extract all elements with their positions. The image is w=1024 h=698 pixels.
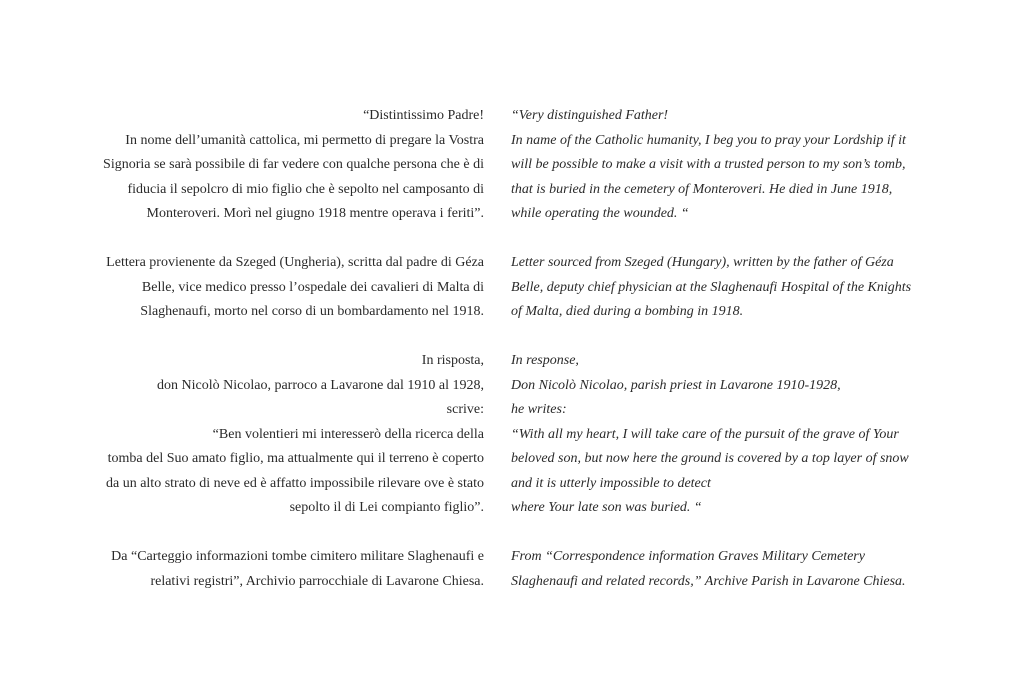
text-line: In nome dell’umanità cattolica, mi permetto di pregare la Vostra — [125, 132, 484, 148]
text-line: “With all my heart, I will take care of the pursuit of the grave of Your — [511, 426, 899, 442]
text-line: Don Nicolò Nicolao, parish priest in Lavarone 1910-1928, — [511, 377, 841, 393]
paragraph-gap — [511, 521, 951, 546]
text-line: Monteroveri. Morì nel giugno 1918 mentre operava i feriti”. — [146, 206, 484, 221]
text-line: beloved son, but now here the ground is covered by a top layer of snow — [511, 451, 909, 466]
text-line: da un alto strato di neve ed è affatto impossibile rilevare ove è stato — [105, 475, 484, 491]
italian-response — [64, 349, 484, 521]
text-line: Lettera provienente da Szeged (Ungheria), scritta dal padre di Géza — [106, 255, 484, 270]
text-line: where Your late son was buried. “ — [511, 500, 702, 515]
text-line: Belle, vice medico presso l’ospedale dei cavalieri di Malta di — [141, 279, 484, 295]
italian-letter-source — [64, 251, 484, 325]
text-line: while operating the wounded. “ — [511, 206, 689, 221]
text-line: of Malta, died during a bombing in 1918. — [511, 304, 744, 319]
text-line: and it is utterly impossible to detect — [511, 475, 711, 491]
text-line: “Very distinguished Father! — [511, 108, 669, 123]
text-line: he writes: — [511, 402, 567, 417]
text-line: will be possible to make a visit with a trusted person to my son’s tomb, — [511, 157, 906, 172]
text-line: relativi registri”, Archivio parrocchiale di Lavarone Chiesa. — [150, 573, 484, 589]
paragraph-gap — [64, 325, 484, 350]
text-line: “Distintissimo Padre! — [363, 108, 484, 123]
text-line: Slaghenaufi and related records,” Archive Parish in Lavarone Chiesa. — [511, 573, 906, 589]
paragraph-gap — [64, 521, 484, 546]
text-line: sepolto il di Lei compianto figlio”. — [289, 500, 484, 515]
text-line: scrive: — [446, 402, 484, 417]
text-line: Slaghenaufi, morto nel corso di un bombardamento nel 1918. — [140, 304, 484, 319]
italian-letter-quote — [64, 104, 484, 227]
english-column — [511, 104, 951, 594]
text-line: In response, — [511, 353, 579, 368]
text-line: From “Correspondence information Graves Military Cemetery — [511, 549, 865, 564]
english-response — [511, 349, 951, 521]
text-line: Belle, deputy chief physician at the Slaghenaufi Hospital of the Knights — [511, 279, 912, 295]
text-line: that is buried in the cemetery of Monteroveri. He died in June 1918, — [511, 181, 893, 197]
paragraph-gap — [511, 325, 951, 350]
text-line: fiducia il sepolcro di mio figlio che è sepolto nel camposanto di — [127, 181, 484, 197]
text-line: “Ben volentieri mi interesserò della ricerca della — [212, 426, 484, 442]
text-line: In risposta, — [421, 353, 484, 368]
english-citation — [511, 545, 951, 594]
text-line: Da “Carteggio informazioni tombe cimitero militare Slaghenaufi e — [111, 549, 484, 564]
italian-citation — [64, 545, 484, 594]
text-line: In name of the Catholic humanity, I beg you to pray your Lordship if it — [511, 132, 906, 148]
paragraph-gap — [64, 227, 484, 252]
text-line: Signoria se sarà possibile di far vedere con qualche persona che è di — [103, 157, 484, 172]
text-line: tomba del Suo amato figlio, ma attualmente qui il terreno è coperto — [107, 451, 484, 466]
text-line: Letter sourced from Szeged (Hungary), written by the father of Géza — [511, 255, 894, 270]
paragraph-gap — [511, 227, 951, 252]
english-letter-source — [511, 251, 951, 325]
english-letter-quote — [511, 104, 951, 227]
text-line: don Nicolò Nicolao, parroco a Lavarone dal 1910 al 1928, — [157, 377, 484, 393]
italian-column — [64, 104, 484, 594]
